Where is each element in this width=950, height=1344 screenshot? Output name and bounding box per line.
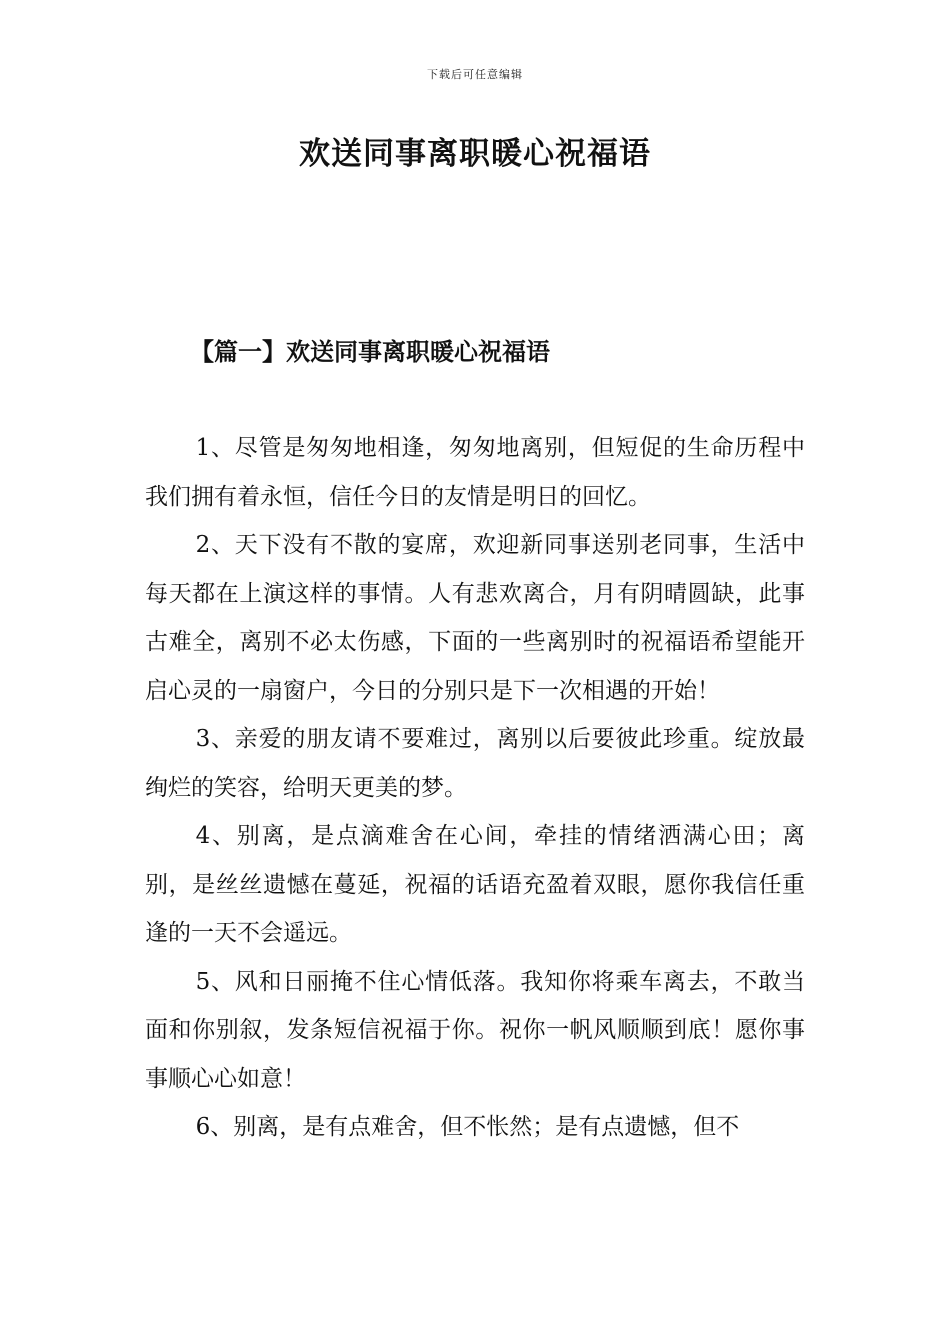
section-heading: 【篇一】欢送同事离职暖心祝福语 <box>190 337 550 366</box>
paragraph-1: 1、尽管是匆匆地相逢，匆匆地离别，但短促的生命历程中我们拥有着永恒，信任今日的友情是明日的回忆。 <box>145 435 805 510</box>
header-note: 下载后可任意编辑 <box>427 68 523 81</box>
page-title: 欢送同事离职暖心祝福语 <box>299 136 651 172</box>
paragraph-2: 2、天下没有不散的宴席，欢迎新同事送别老同事，生活中每天都在上演这样的事情。人有悲欢离合，月有阴晴圆缺，此事古难全，离别不必太伤感，下面的一些离别时的祝福语希望能开启心灵的一扇窗户，今日的分别只是下一次相遇的开始！ <box>145 532 805 704</box>
paragraph-4: 4、别离，是点滴难舍在心间，牵挂的情绪洒满心田；离别，是丝丝遗憾在蔓延，祝福的话语充盈着双眼，愿你我信任重逢的一天不会遥远。 <box>145 823 805 946</box>
paragraph-3: 3、亲爱的朋友请不要难过，离别以后要彼此珍重。绽放最绚烂的笑容，给明天更美的梦。 <box>145 726 805 801</box>
document-body <box>145 424 805 1152</box>
paragraph-6: 6、别离，是有点难舍，但不怅然；是有点遗憾，但不 <box>195 1114 740 1140</box>
paragraph-5: 5、风和日丽掩不住心情低落。我知你将乘车离去，不敢当面和你别叙，发条短信祝福于你。祝你一帆风顺顺到底！愿你事事顺心心如意！ <box>145 968 805 1092</box>
